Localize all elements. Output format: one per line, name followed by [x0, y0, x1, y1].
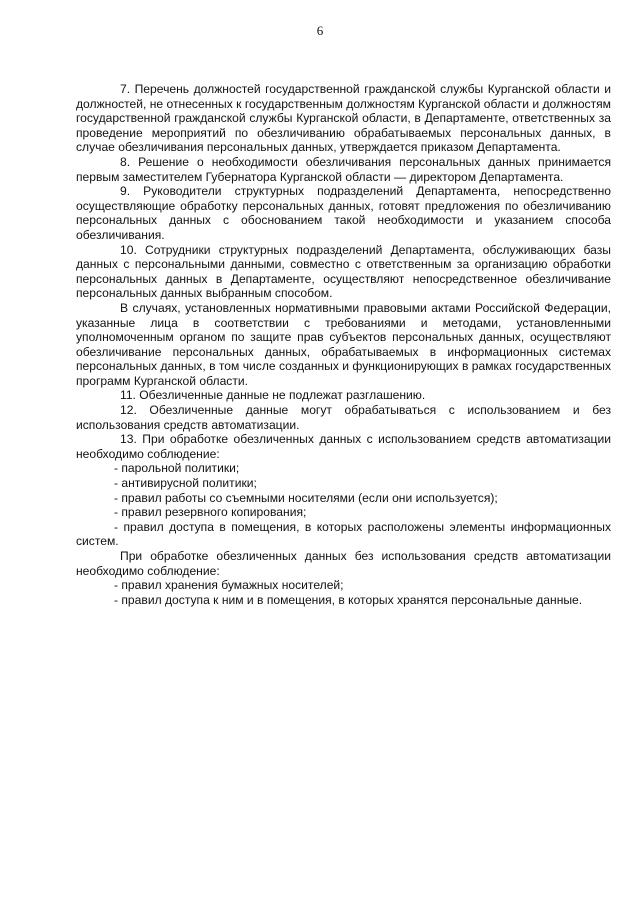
- list-item-antivirus-policy: - антивирусной политики;: [114, 476, 257, 491]
- paragraph-10: 10. Сотрудники структурных подразделений Департамента, обслуживающих базы данных с персональными данными, совместно с ответственным за организацию обработки персональных данных в Департаменте, осуществляют непосредственное обезличивание персональных данных выбранным способом.: [76, 242, 611, 301]
- list-item-password-policy: - парольной политики;: [114, 461, 240, 476]
- paragraph-10-cases: В случаях, установленных нормативными правовыми актами Российской Федерации, указанные лица в соответствии с требованиями и методами, установленными уполномоченным органом по защите прав субъектов персональных данных, осуществляют обезличивание персональных данных, обрабатываемых в информационных системах персональных данных, в том числе созданных и функционирующих в рамках государственных программ Курганской области.: [76, 300, 611, 388]
- list-item-backup: - правил резервного копирования;: [114, 505, 307, 520]
- list-item-paper-storage: - правил хранения бумажных носителей;: [114, 578, 344, 593]
- paragraph-9: 9. Руководители структурных подразделений Департамента, непосредственно осуществляющие обработку персональных данных, готовят предложения по обезличиванию персональных данных с обоснованием такой необходимости и указанием способа обезличивания.: [76, 184, 611, 242]
- paragraph-7: 7. Перечень должностей государственной гражданской службы Курганской области и должностей, не отнесенных к государственным должностям Курганской области и должностям государственной гражданской службы Курганской области, в Департаменте, ответственных за проведение мероприятий по обезличиванию обрабатываемых персональных данных, в случае обезличивания персональных данных, утверждается приказом Департамента.: [76, 82, 611, 155]
- document-body: [76, 82, 611, 607]
- list-item-removable-media: - правил работы со съемными носителями (если они используется);: [114, 490, 498, 505]
- list-item-paper-access: - правил доступа к ним и в помещения, в которых хранятся персональные данные.: [114, 592, 583, 607]
- paragraph-8: 8. Решение о необходимости обезличивания персональных данных принимается первым заместителем Губернатора Курганской области — директором Департамента.: [76, 154, 611, 184]
- list-item-premises-access: - правил доступа в помещения, в которых расположены элементы информационных систем.: [76, 519, 611, 549]
- paragraph-13: 13. При обработке обезличенных данных с использованием средств автоматизации необходимо соблюдение:: [76, 432, 611, 461]
- paragraph-12: 12. Обезличенные данные могут обрабатываться с использованием и без использования средств автоматизации.: [76, 403, 611, 432]
- paragraph-11: 11. Обезличенные данные не подлежат разглашению.: [120, 388, 426, 403]
- page-number: 6: [316, 23, 324, 38]
- paragraph-manual-processing: При обработке обезличенных данных без использования средств автоматизации необходимо соблюдение:: [76, 549, 611, 578]
